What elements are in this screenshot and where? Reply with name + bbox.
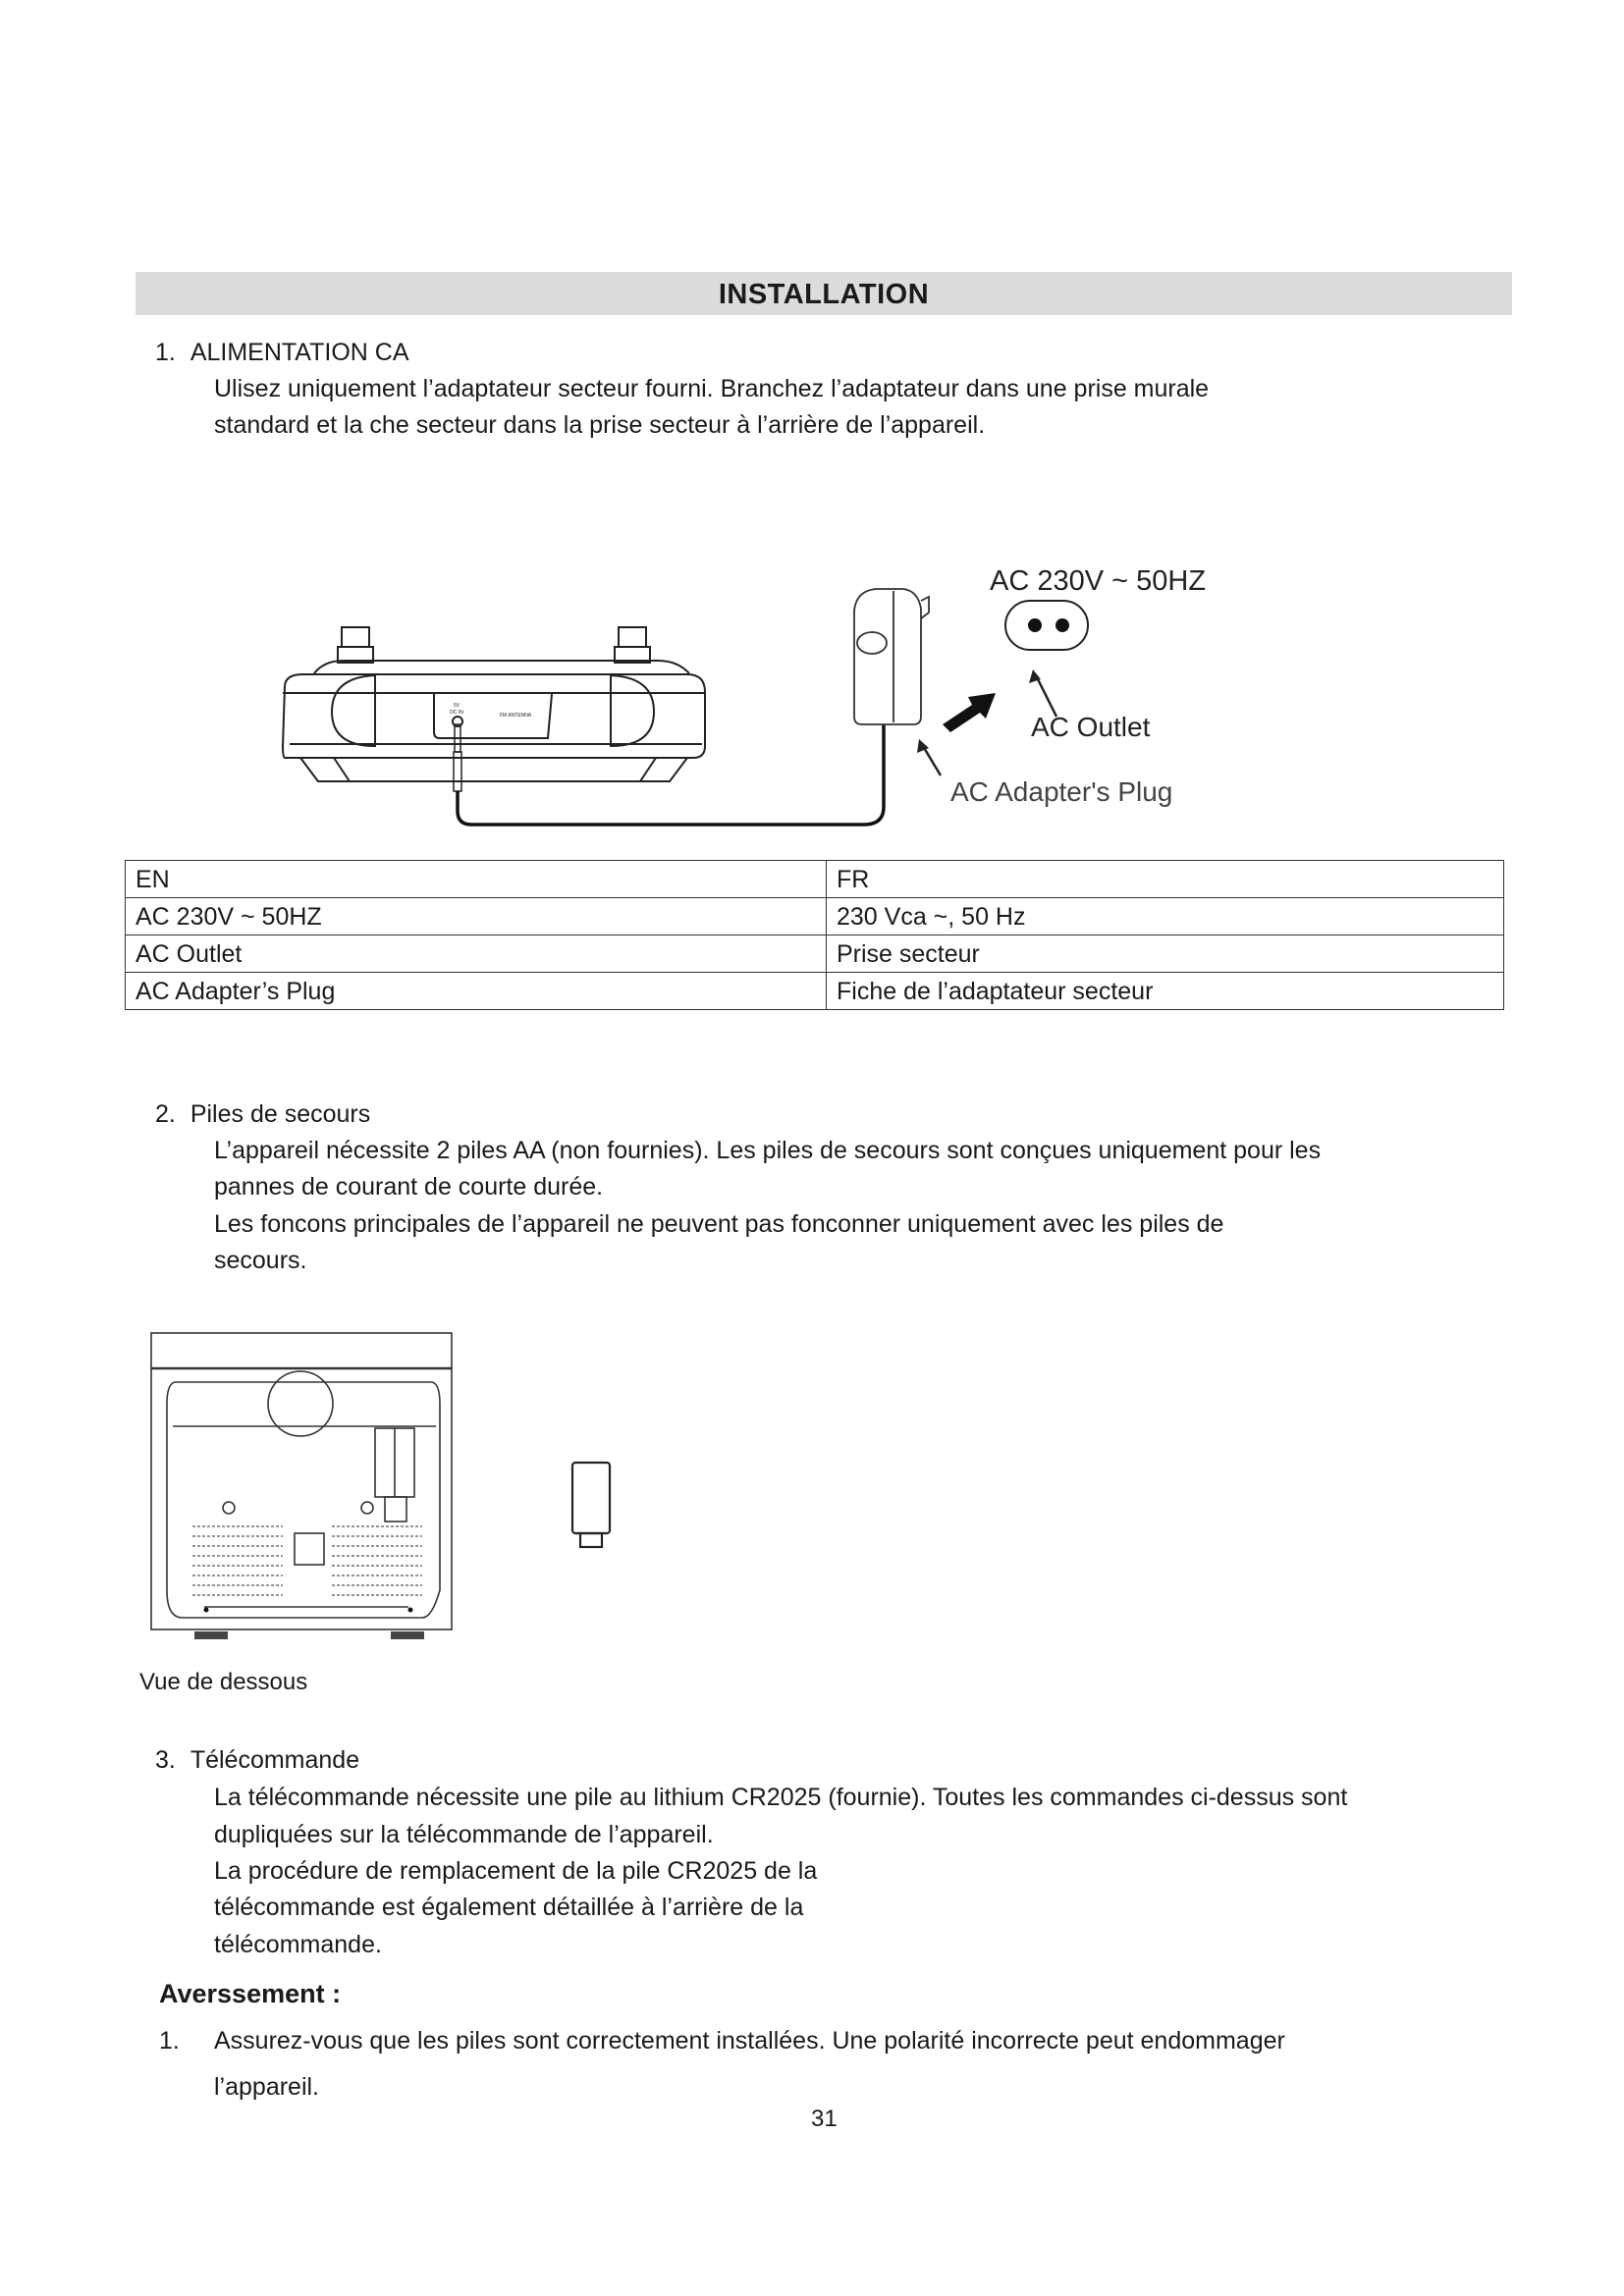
section2-line-4: secours. — [214, 1247, 307, 1274]
table-row — [126, 973, 1504, 1010]
section2-number: 2. — [155, 1100, 176, 1128]
table-header-fr: FR — [827, 861, 1504, 898]
underside-view-diagram — [137, 1325, 648, 1659]
table-cell-fr: 230 Vca ~, 50 Hz — [827, 898, 1504, 935]
radio-rear-view — [283, 627, 705, 781]
section2-line-2: pannes de courant de courte durée. — [214, 1173, 604, 1201]
ac-adapter-icon — [854, 589, 929, 724]
warning-item-line-1: Assurez-vous que les piles sont correctement installées. Une polarité incorrecte peut endommager — [214, 2027, 1285, 2055]
section3-heading — [155, 1743, 359, 1777]
warning-heading: Averssement : — [159, 1979, 342, 2008]
warning-item-number: 1. — [159, 2027, 180, 2055]
table-cell-en: AC Outlet — [126, 935, 827, 973]
speaker-grille-left — [192, 1526, 283, 1595]
dc-in-label: DC IN — [450, 710, 463, 716]
table-header-row — [126, 861, 1504, 898]
section-header-installation: INSTALLATION — [135, 272, 1512, 315]
ac-outlet-icon — [1005, 601, 1088, 650]
outlet-label: AC Outlet — [1031, 712, 1151, 742]
table-cell-en: AC 230V ~ 50HZ — [126, 898, 827, 935]
power-cable — [458, 724, 884, 825]
battery-icon — [572, 1463, 610, 1547]
section1-line-1: Ulisez uniquement l’adaptateur secteur fourni. Branchez l’adaptateur dans une prise murale — [214, 375, 1210, 402]
insert-arrow-icon — [943, 693, 996, 732]
section2-heading — [155, 1097, 370, 1131]
table-header-en: EN — [126, 861, 827, 898]
section1-line-2: standard et la che secteur dans la prise secteur à l’arrière de l’appareil. — [214, 411, 986, 439]
ac-connection-diagram — [265, 550, 1345, 844]
translation-table — [125, 860, 1504, 1010]
warning-item-line-2: l’appareil. — [214, 2073, 320, 2101]
underside-caption: Vue de dessous — [139, 1669, 308, 1695]
section3-line-2: dupliquées sur la télécommande de l’appareil. — [214, 1821, 714, 1848]
plug-label: AC Adapter's Plug — [950, 776, 1173, 807]
section2-line-1: L’appareil nécessite 2 piles AA (non fournies). Les piles de secours sont conçues uniquement pour les — [214, 1137, 1322, 1164]
section3-title: Télécommande — [189, 1746, 360, 1774]
fm-antenna-label: FM ANTENNA — [499, 713, 532, 719]
table-cell-fr: Prise secteur — [827, 935, 1504, 973]
section3-line-5: télécommande. — [214, 1931, 382, 1958]
section3-line-1: La télécommande nécessite une pile au lithium CR2025 (fournie). Toutes les commandes ci-dessus sont — [214, 1784, 1348, 1811]
page-number: 31 — [811, 2106, 838, 2132]
section1-number: 1. — [155, 339, 176, 366]
table-row — [126, 898, 1504, 935]
voltage-label: AC 230V ~ 50HZ — [990, 565, 1207, 597]
dc-in-voltage-label: 5V — [453, 703, 460, 709]
speaker-grille-right — [332, 1526, 422, 1595]
section1-title: ALIMENTATION CA — [189, 339, 409, 366]
section2-title: Piles de secours — [189, 1100, 371, 1128]
section3-line-4: télécommande est également détaillée à l’arrière de la — [214, 1894, 804, 1921]
section3-number: 3. — [155, 1746, 176, 1774]
table-cell-fr: Fiche de l’adaptateur secteur — [827, 973, 1504, 1010]
section3-line-3: La procédure de remplacement de la pile CR2025 de la — [214, 1857, 818, 1885]
section1-heading — [155, 336, 409, 369]
table-cell-en: AC Adapter’s Plug — [126, 973, 827, 1010]
section2-line-3: Les foncons principales de l’appareil ne peuvent pas fonconner uniquement avec les piles de — [214, 1210, 1224, 1238]
table-row — [126, 935, 1504, 973]
